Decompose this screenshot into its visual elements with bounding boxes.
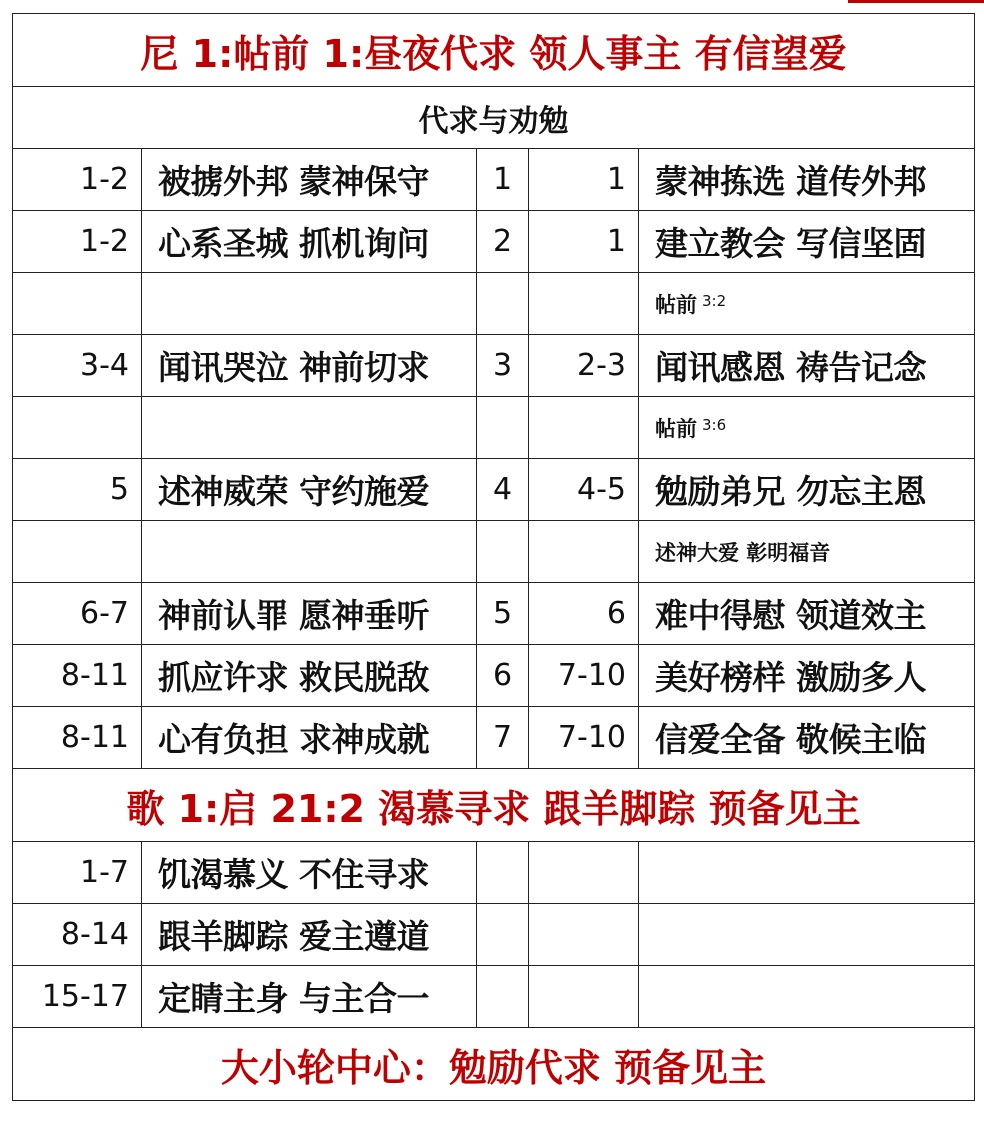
text-right-cell: 闻讯感恩 祷告记念 [639, 335, 975, 397]
table-row [13, 583, 975, 645]
table-row [13, 842, 975, 904]
top-accent-line [848, 0, 984, 3]
ref-left-cell: 6-7 [13, 583, 142, 645]
text-right-cell: 难中得慰 领道效主 [639, 583, 975, 645]
ref-left-cell [13, 521, 142, 583]
note-cell [639, 521, 975, 583]
num-cell: 2 [477, 211, 529, 273]
num-cell [477, 397, 529, 459]
subheader-title: 代求与劝勉 [13, 87, 975, 149]
num-cell [477, 966, 529, 1028]
text-left-cell: 心系圣城 抓机询问 [142, 211, 477, 273]
ref-right-cell [529, 966, 639, 1028]
ref-right-cell: 4-5 [529, 459, 639, 521]
ref-right-cell [529, 521, 639, 583]
text-left-cell [142, 397, 477, 459]
ref-right-cell: 1 [529, 211, 639, 273]
note-text: 述神大爱 彰明福音 [655, 540, 831, 565]
table-row [13, 335, 975, 397]
text-left-cell: 跟羊脚踪 爱主遵道 [142, 904, 477, 966]
ref-right-cell [529, 842, 639, 904]
table-row [13, 966, 975, 1028]
text-right-cell: 建立教会 写信坚固 [639, 211, 975, 273]
ref-right-cell [529, 904, 639, 966]
outline-table [12, 13, 975, 1101]
table-row [13, 273, 975, 335]
ref-left-cell: 1-2 [13, 211, 142, 273]
num-cell [477, 842, 529, 904]
text-right-cell: 勉励弟兄 勿忘主恩 [639, 459, 975, 521]
table-row [13, 459, 975, 521]
ref-left-cell: 5 [13, 459, 142, 521]
table-row [13, 707, 975, 769]
table-row [13, 645, 975, 707]
table-row [13, 211, 975, 273]
text-right-cell: 美好榜样 激励多人 [639, 645, 975, 707]
table-row [13, 397, 975, 459]
ref-left-cell [13, 397, 142, 459]
text-left-cell: 抓应许求 救民脱敌 [142, 645, 477, 707]
text-left-cell: 述神威荣 守约施爱 [142, 459, 477, 521]
note-reference: 3:6 [702, 415, 727, 434]
text-left-cell: 被掳外邦 蒙神保守 [142, 149, 477, 211]
table-row [13, 521, 975, 583]
ref-left-cell: 8-11 [13, 645, 142, 707]
ref-right-cell: 7-10 [529, 645, 639, 707]
text-right-cell: 蒙神拣选 道传外邦 [639, 149, 975, 211]
header-title: 尼 1:帖前 1:昼夜代求 领人事主 有信望爱 [13, 14, 975, 87]
footer-title: 大小轮中心：勉励代求 预备见主 [13, 1028, 975, 1101]
num-cell [477, 521, 529, 583]
note-reference: 3:2 [702, 291, 727, 310]
text-right-cell [639, 966, 975, 1028]
text-left-cell: 神前认罪 愿神垂听 [142, 583, 477, 645]
text-left-cell [142, 521, 477, 583]
num-cell [477, 904, 529, 966]
num-cell: 4 [477, 459, 529, 521]
ref-left-cell: 8-11 [13, 707, 142, 769]
text-right-cell [639, 842, 975, 904]
ref-left-cell: 1-7 [13, 842, 142, 904]
num-cell: 5 [477, 583, 529, 645]
num-cell: 3 [477, 335, 529, 397]
text-right-cell [639, 904, 975, 966]
text-right-cell: 信爱全备 敬候主临 [639, 707, 975, 769]
ref-right-cell: 1 [529, 149, 639, 211]
num-cell [477, 273, 529, 335]
ref-right-cell [529, 273, 639, 335]
note-text: 帖前 [655, 416, 697, 441]
ref-right-cell [529, 397, 639, 459]
ref-left-cell: 8-14 [13, 904, 142, 966]
text-left-cell: 心有负担 求神成就 [142, 707, 477, 769]
num-cell: 6 [477, 645, 529, 707]
num-cell: 1 [477, 149, 529, 211]
ref-left-cell: 1-2 [13, 149, 142, 211]
section2-title: 歌 1:启 21:2 渴慕寻求 跟羊脚踪 预备见主 [13, 769, 975, 842]
table-row [13, 149, 975, 211]
text-left-cell [142, 273, 477, 335]
ref-left-cell: 15-17 [13, 966, 142, 1028]
text-left-cell: 饥渴慕义 不住寻求 [142, 842, 477, 904]
table-row [13, 904, 975, 966]
num-cell: 7 [477, 707, 529, 769]
ref-right-cell: 2-3 [529, 335, 639, 397]
ref-right-cell: 6 [529, 583, 639, 645]
note-text: 帖前 [655, 292, 697, 317]
text-left-cell: 闻讯哭泣 神前切求 [142, 335, 477, 397]
note-cell [639, 273, 975, 335]
ref-left-cell [13, 273, 142, 335]
note-cell [639, 397, 975, 459]
ref-left-cell: 3-4 [13, 335, 142, 397]
text-left-cell: 定睛主身 与主合一 [142, 966, 477, 1028]
ref-right-cell: 7-10 [529, 707, 639, 769]
